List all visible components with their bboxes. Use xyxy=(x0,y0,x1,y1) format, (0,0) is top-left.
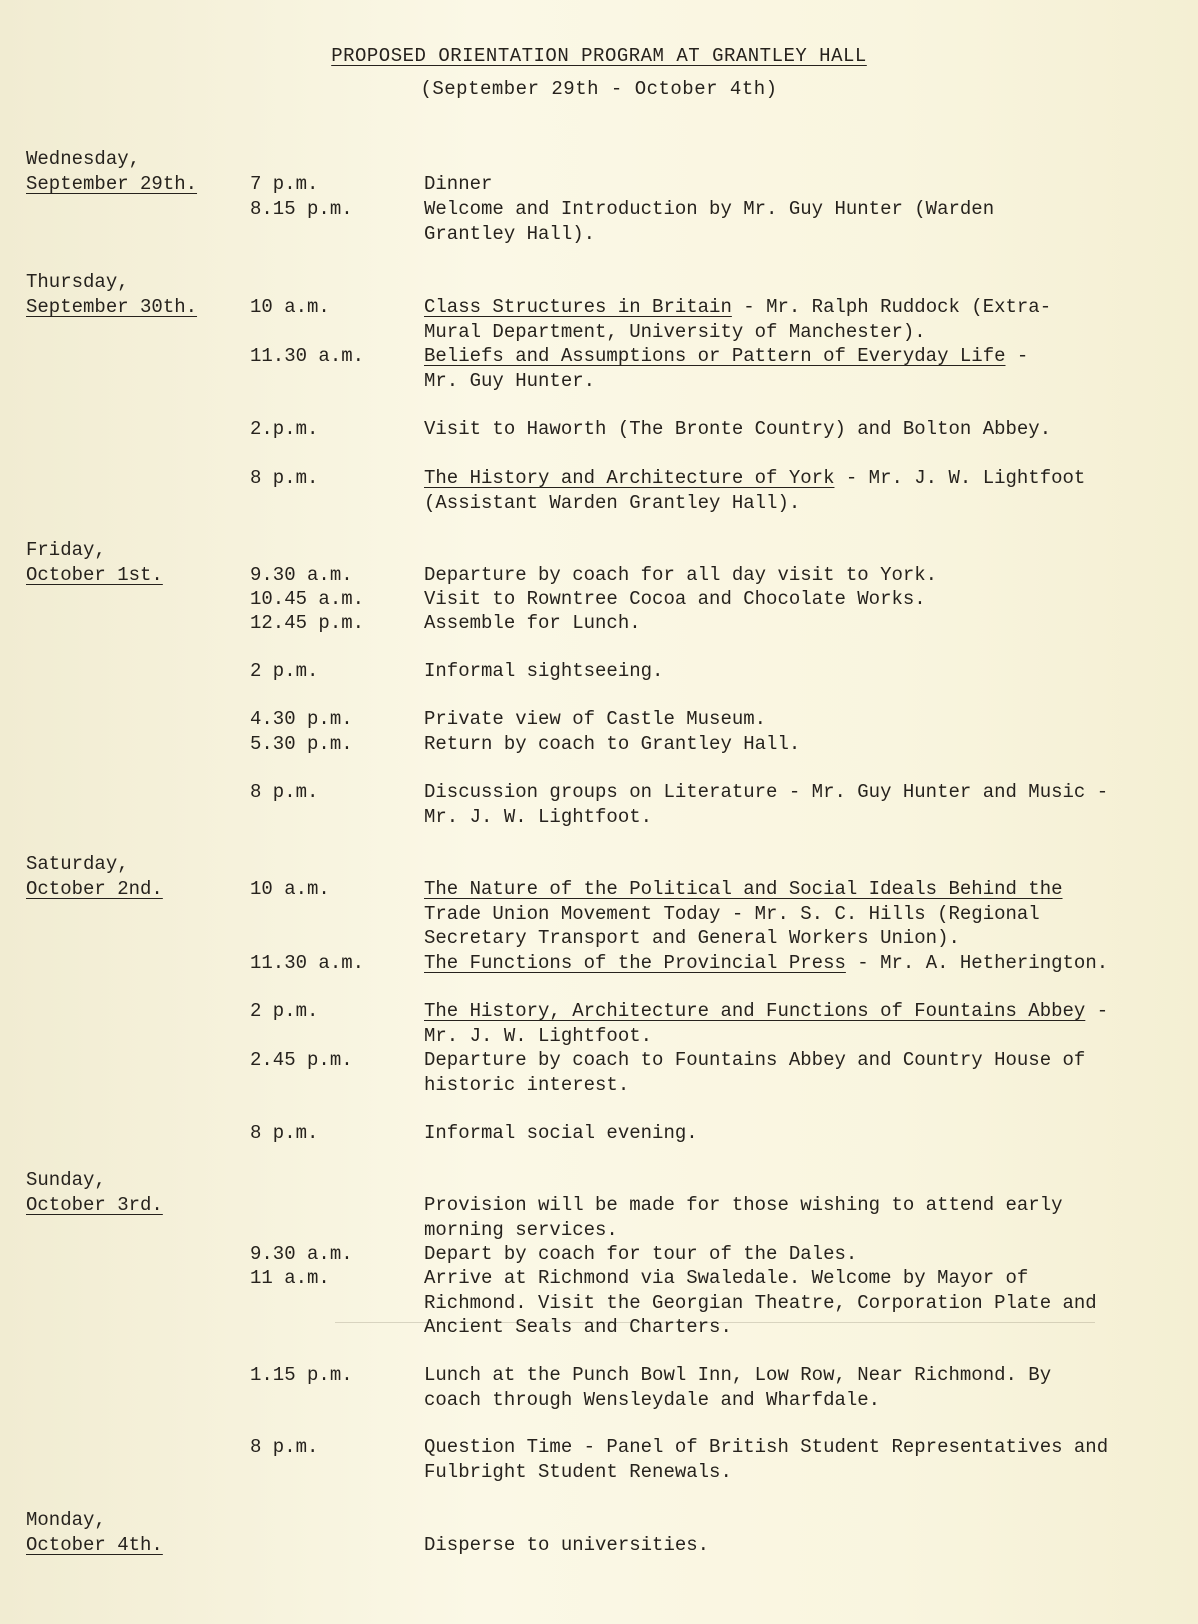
day-date: September 30th. xyxy=(26,295,198,318)
entry-text: Visit to Rowntree Cocoa and Chocolate Works. xyxy=(424,588,926,610)
entry-text: Private view of Castle Museum. xyxy=(424,708,767,730)
entry-text: Informal sightseeing. xyxy=(424,660,664,682)
entry-time: 2.p.m. xyxy=(250,418,319,440)
entry-line: Richmond. Visit the Georgian Theatre, Corporation Plate and xyxy=(424,1291,1097,1314)
day-weekday: Saturday, xyxy=(26,853,129,875)
entry-line: Provision will be made for those wishing to attend early xyxy=(424,1194,1063,1216)
entry-time: 2.45 p.m. xyxy=(250,1049,353,1071)
entry-time: 8 p.m. xyxy=(250,781,319,803)
entry-line: The History and Architecture of York - Mr. J. W. Lightfoot xyxy=(424,467,1086,489)
entry-line: Departure by coach to Fountains Abbey and Country House of xyxy=(424,1049,1086,1071)
day-wednesday xyxy=(26,147,197,196)
document-subtitle: (September 29th - October 4th) xyxy=(420,78,778,100)
entry-line: Mr. J. W. Lightfoot. xyxy=(424,805,653,828)
entry-time: 8 p.m. xyxy=(250,1436,319,1458)
entry-time: 4.30 p.m. xyxy=(250,708,353,730)
entry-time: 12.45 p.m. xyxy=(250,612,365,634)
entry-time: 9.30 a.m. xyxy=(250,564,353,586)
entry-text: The Functions of the Provincial Press - Mr. A. Hetherington. xyxy=(424,952,1109,974)
entry-time: 8 p.m. xyxy=(250,1122,319,1144)
entry-text xyxy=(424,780,1108,829)
day-thursday xyxy=(26,270,197,319)
entry-line: Fulbright Student Renewals. xyxy=(424,1460,732,1483)
entry-time: 2 p.m. xyxy=(250,1000,319,1022)
entry-time: 9.30 a.m. xyxy=(250,1243,353,1265)
entry-line: Grantley Hall). xyxy=(424,222,596,245)
entry-text xyxy=(424,466,1085,515)
day-date: October 3rd. xyxy=(26,1193,163,1216)
entry-line: Trade Union Movement Today - Mr. S. C. Hills (Regional xyxy=(424,902,1040,925)
entry-time: 2 p.m. xyxy=(250,660,319,682)
entry-text: Visit to Haworth (The Bronte Country) and Bolton Abbey. xyxy=(424,418,1052,440)
entry-time: 11 a.m. xyxy=(250,1267,330,1289)
entry-line: Mural Department, University of Manchester). xyxy=(424,320,926,343)
entry-text: Assemble for Lunch. xyxy=(424,612,641,634)
entry-text xyxy=(424,1266,1097,1340)
entry-text: Depart by coach for tour of the Dales. xyxy=(424,1243,858,1265)
day-weekday: Wednesday, xyxy=(26,148,141,170)
talk-title: The Functions of the Provincial Press xyxy=(424,952,846,974)
talk-title: Class Structures in Britain xyxy=(424,296,732,318)
entry-time: 5.30 p.m. xyxy=(250,733,353,755)
day-weekday: Monday, xyxy=(26,1509,106,1531)
entry-line: Welcome and Introduction by Mr. Guy Hunter (Warden xyxy=(424,198,995,220)
entry-text xyxy=(424,1193,1063,1242)
entry-line: The Nature of the Political and Social Ideals Behind the xyxy=(424,878,1063,900)
document-title: PROPOSED ORIENTATION PROGRAM AT GRANTLEY HALL xyxy=(331,45,867,67)
day-date: October 4th. xyxy=(26,1533,163,1556)
entry-line: Mr. Guy Hunter. xyxy=(424,369,596,392)
day-monday xyxy=(26,1508,163,1557)
entry-line: Ancient Seals and Charters. xyxy=(424,1316,732,1338)
entry-time: 10 a.m. xyxy=(250,878,330,900)
entry-time: 10.45 a.m. xyxy=(250,588,365,610)
entry-line: Beliefs and Assumptions or Pattern of Everyday Life - xyxy=(424,345,1029,367)
entry-line: Discussion groups on Literature - Mr. Guy Hunter and Music - xyxy=(424,781,1109,803)
entry-time: 7 p.m. xyxy=(250,173,319,195)
entry-text xyxy=(424,295,1051,344)
entry-line: Class Structures in Britain - Mr. Ralph Ruddock (Extra- xyxy=(424,296,1052,318)
talk-title: The History, Architecture and Functions of Fountains Abbey xyxy=(424,1000,1086,1022)
day-sunday xyxy=(26,1168,163,1217)
entry-line: Lunch at the Punch Bowl Inn, Low Row, Near Richmond. By xyxy=(424,1364,1052,1386)
entry-text xyxy=(424,344,1028,393)
day-date: October 2nd. xyxy=(26,877,163,900)
entry-text: Disperse to universities. xyxy=(424,1534,710,1556)
entry-text xyxy=(424,1363,1051,1412)
entry-time: 1.15 p.m. xyxy=(250,1364,353,1386)
day-weekday: Thursday, xyxy=(26,271,129,293)
day-friday xyxy=(26,538,163,587)
entry-line: Mr. J. W. Lightfoot. xyxy=(424,1024,653,1047)
entry-line: (Assistant Warden Grantley Hall). xyxy=(424,491,801,514)
entry-text: Return by coach to Grantley Hall. xyxy=(424,733,801,755)
day-date: September 29th. xyxy=(26,172,198,195)
entry-time: 8.15 p.m. xyxy=(250,198,353,220)
entry-time: 8 p.m. xyxy=(250,467,319,489)
entry-time: 11.30 a.m. xyxy=(250,952,365,974)
talk-title: The History and Architecture of York xyxy=(424,467,835,489)
day-date: October 1st. xyxy=(26,563,163,586)
entry-text xyxy=(424,877,1063,951)
entry-line: coach through Wensleydale and Wharfdale. xyxy=(424,1388,881,1411)
day-saturday xyxy=(26,852,163,901)
entry-text xyxy=(424,197,994,246)
entry-text: Informal social evening. xyxy=(424,1122,698,1144)
entry-line: Secretary Transport and General Workers Union). xyxy=(424,927,960,949)
entry-time: 10 a.m. xyxy=(250,296,330,318)
entry-time: 11.30 a.m. xyxy=(250,345,365,367)
entry-line: Arrive at Richmond via Swaledale. Welcome by Mayor of xyxy=(424,1267,1029,1289)
talk-title: Beliefs and Assumptions or Pattern of Everyday Life xyxy=(424,345,1006,367)
entry-line: The History, Architecture and Functions of Fountains Abbey - xyxy=(424,1000,1109,1022)
day-weekday: Friday, xyxy=(26,539,106,561)
entry-text: Dinner xyxy=(424,173,493,195)
entry-text: Departure by coach for all day visit to York. xyxy=(424,564,938,586)
entry-text xyxy=(424,1048,1085,1097)
entry-line: Question Time - Panel of British Student Representatives and xyxy=(424,1436,1109,1458)
day-weekday: Sunday, xyxy=(26,1169,106,1191)
entry-line: morning services. xyxy=(424,1218,618,1241)
entry-text xyxy=(424,999,1108,1048)
entry-text xyxy=(424,1435,1108,1484)
entry-line: historic interest. xyxy=(424,1073,630,1096)
